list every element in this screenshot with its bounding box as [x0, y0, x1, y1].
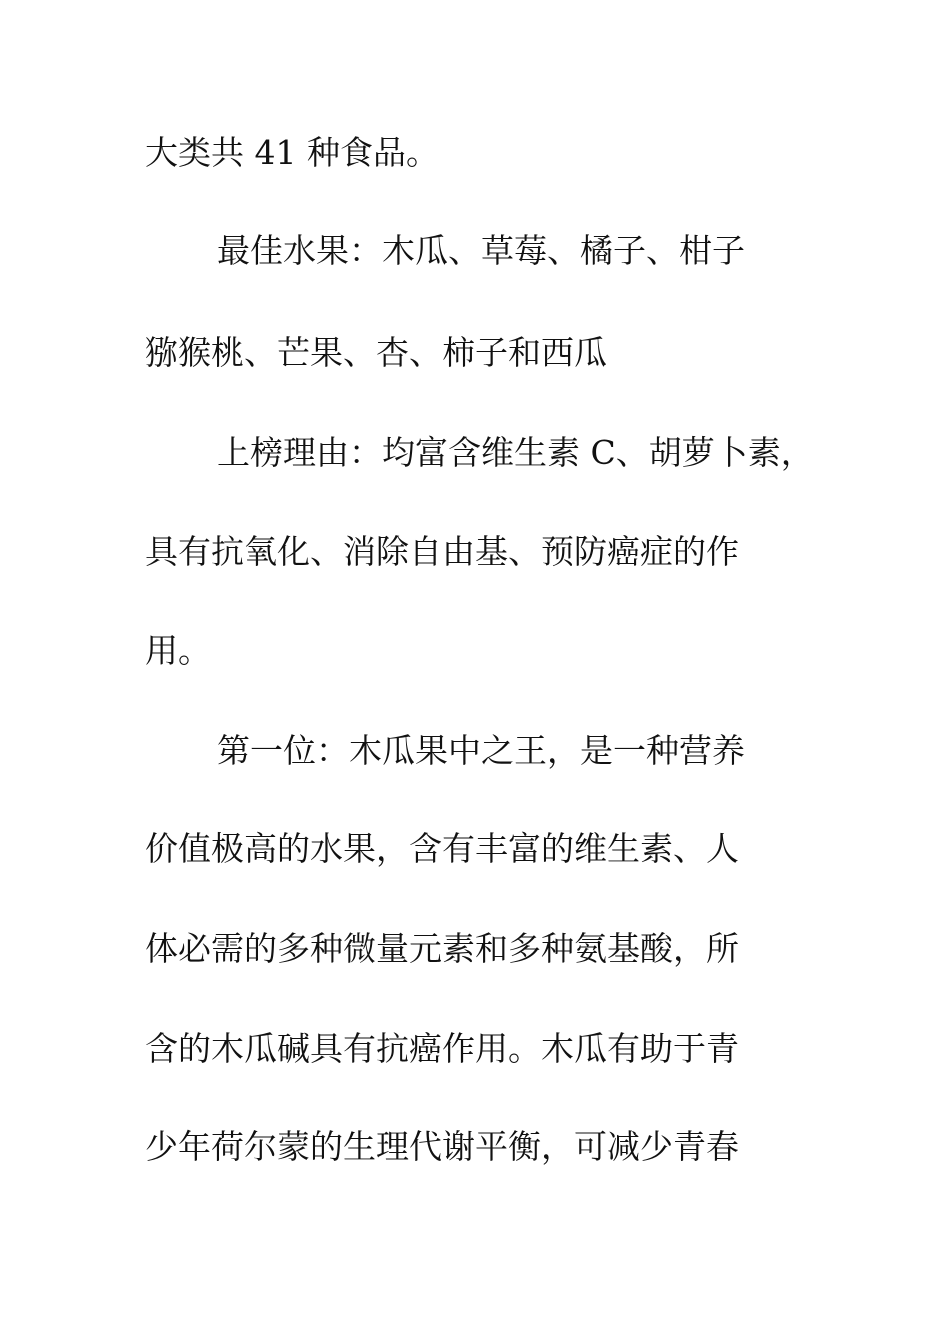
- text-line-1: 大类共 41 种食品。: [145, 133, 439, 172]
- paragraph-papaya-line-5: 少年荷尔蒙的生理代谢平衡，可减少青春: [145, 1127, 739, 1166]
- paragraph-papaya-line-1: 第一位：木瓜果中之王，是一种营养: [217, 731, 745, 770]
- paragraph-reason-line-2: 具有抗氧化、消除自由基、预防癌症的作: [145, 532, 739, 571]
- paragraph-papaya-line-2: 价值极高的水果，含有丰富的维生素、人: [145, 829, 739, 868]
- paragraph-best-fruits-line-2: 猕猴桃、芒果、杏、柿子和西瓜: [145, 333, 607, 372]
- paragraph-papaya-line-4: 含的木瓜碱具有抗癌作用。木瓜有助于青: [145, 1029, 739, 1068]
- paragraph-reason-line-3: 用。: [145, 631, 211, 670]
- paragraph-best-fruits-line-1: 最佳水果：木瓜、草莓、橘子、柑子: [217, 231, 745, 270]
- paragraph-papaya-line-3: 体必需的多种微量元素和多种氨基酸，所: [145, 929, 739, 968]
- paragraph-reason-line-1: 上榜理由：均富含维生素 C、胡萝卜素，: [217, 433, 814, 472]
